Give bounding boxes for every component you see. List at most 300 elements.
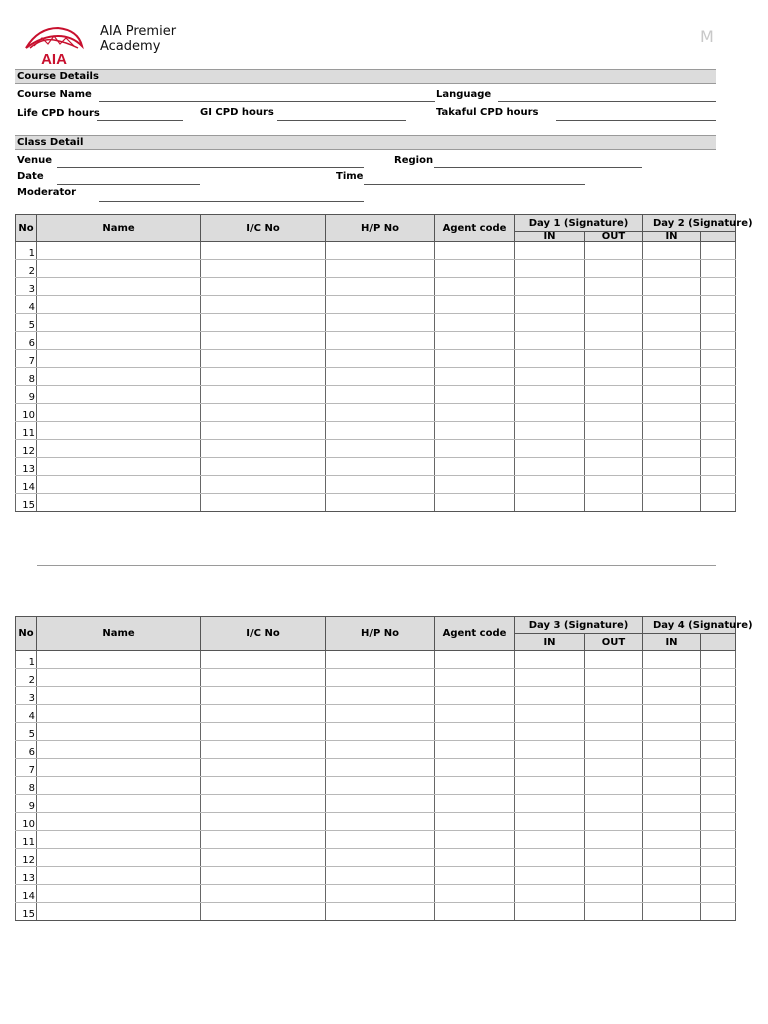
out-signature-cell[interactable] (585, 476, 643, 494)
name-cell[interactable] (37, 332, 201, 350)
time-line[interactable] (364, 184, 585, 185)
ic-no-cell[interactable] (201, 242, 326, 260)
agent-code-cell[interactable] (435, 741, 515, 759)
hp-no-cell[interactable] (326, 242, 435, 260)
ic-no-cell[interactable] (201, 777, 326, 795)
date-line[interactable] (57, 184, 200, 185)
in-signature-cell[interactable] (515, 458, 585, 476)
time-label: Time (336, 171, 364, 182)
in-signature-cell[interactable] (643, 386, 701, 404)
corner-text: M (700, 27, 714, 46)
col-day2-signature: Day 2 (Signature) (643, 215, 736, 232)
in-signature-cell[interactable] (643, 494, 701, 512)
hp-no-cell[interactable] (326, 260, 435, 278)
in-signature-cell[interactable] (515, 849, 585, 867)
agent-code-cell[interactable] (435, 242, 515, 260)
name-cell[interactable] (37, 458, 201, 476)
agent-code-cell[interactable] (435, 368, 515, 386)
agent-code-cell[interactable] (435, 651, 515, 669)
in-signature-cell[interactable] (515, 903, 585, 921)
hp-no-cell[interactable] (326, 813, 435, 831)
in-signature-cell[interactable] (515, 278, 585, 296)
row-no: 7 (16, 759, 37, 777)
ic-no-cell[interactable] (201, 669, 326, 687)
table-row (16, 422, 736, 440)
out-signature-cell[interactable] (585, 350, 643, 368)
agent-code-cell[interactable] (435, 314, 515, 332)
out-signature-cell[interactable] (701, 651, 736, 669)
hp-no-cell[interactable] (326, 386, 435, 404)
ic-no-cell[interactable] (201, 386, 326, 404)
hp-no-cell[interactable] (326, 476, 435, 494)
name-cell[interactable] (37, 687, 201, 705)
row-no: 6 (16, 332, 37, 350)
out-signature-cell[interactable] (585, 849, 643, 867)
row-no: 9 (16, 795, 37, 813)
in-signature-cell[interactable] (515, 332, 585, 350)
name-cell[interactable] (37, 386, 201, 404)
in-signature-cell[interactable] (643, 759, 701, 777)
out-signature-cell[interactable] (585, 260, 643, 278)
name-cell[interactable] (37, 795, 201, 813)
ic-no-cell[interactable] (201, 314, 326, 332)
agent-code-cell[interactable] (435, 903, 515, 921)
out-signature-cell[interactable] (701, 795, 736, 813)
col-day2-out (701, 232, 736, 242)
language-line[interactable] (498, 101, 716, 102)
hp-no-cell[interactable] (326, 669, 435, 687)
name-cell[interactable] (37, 759, 201, 777)
out-signature-cell[interactable] (585, 831, 643, 849)
in-signature-cell[interactable] (643, 260, 701, 278)
hp-no-cell[interactable] (326, 651, 435, 669)
name-cell[interactable] (37, 260, 201, 278)
in-signature-cell[interactable] (643, 741, 701, 759)
ic-no-cell[interactable] (201, 422, 326, 440)
ic-no-cell[interactable] (201, 687, 326, 705)
agent-code-cell[interactable] (435, 296, 515, 314)
life-cpd-line[interactable] (97, 120, 183, 121)
in-signature-cell[interactable] (643, 278, 701, 296)
in-signature-cell[interactable] (643, 849, 701, 867)
out-signature-cell[interactable] (585, 885, 643, 903)
in-signature-cell[interactable] (643, 813, 701, 831)
name-cell[interactable] (37, 494, 201, 512)
out-signature-cell[interactable] (585, 777, 643, 795)
row-no: 1 (16, 651, 37, 669)
out-signature-cell[interactable] (585, 903, 643, 921)
in-signature-cell[interactable] (643, 795, 701, 813)
in-signature-cell[interactable] (515, 651, 585, 669)
in-signature-cell[interactable] (643, 885, 701, 903)
name-cell[interactable] (37, 440, 201, 458)
out-signature-cell[interactable] (585, 296, 643, 314)
ic-no-cell[interactable] (201, 278, 326, 296)
out-signature-cell[interactable] (585, 278, 643, 296)
in-signature-cell[interactable] (643, 242, 701, 260)
out-signature-cell[interactable] (585, 723, 643, 741)
in-signature-cell[interactable] (515, 386, 585, 404)
out-signature-cell[interactable] (701, 903, 736, 921)
name-cell[interactable] (37, 849, 201, 867)
in-signature-cell[interactable] (643, 651, 701, 669)
agent-code-cell[interactable] (435, 723, 515, 741)
in-signature-cell[interactable] (643, 867, 701, 885)
row-no: 12 (16, 440, 37, 458)
agent-code-cell[interactable] (435, 476, 515, 494)
in-signature-cell[interactable] (515, 795, 585, 813)
ic-no-cell[interactable] (201, 476, 326, 494)
moderator-label: Moderator (17, 187, 77, 198)
language-label: Language (436, 89, 492, 100)
in-signature-cell[interactable] (643, 723, 701, 741)
col-day4-in: IN (643, 634, 701, 651)
out-signature-cell[interactable] (701, 723, 736, 741)
in-signature-cell[interactable] (515, 885, 585, 903)
out-signature-cell[interactable] (701, 687, 736, 705)
out-signature-cell[interactable] (701, 885, 736, 903)
table-row (16, 759, 736, 777)
out-signature-cell[interactable] (701, 386, 736, 404)
hp-no-cell[interactable] (326, 831, 435, 849)
in-signature-cell[interactable] (515, 476, 585, 494)
out-signature-cell[interactable] (701, 242, 736, 260)
out-signature-cell[interactable] (701, 314, 736, 332)
ic-no-cell[interactable] (201, 723, 326, 741)
ic-no-cell[interactable] (201, 795, 326, 813)
out-signature-cell[interactable] (701, 867, 736, 885)
region-line[interactable] (434, 167, 642, 168)
in-signature-cell[interactable] (643, 831, 701, 849)
brand-line1: AIA Premier (100, 24, 177, 39)
in-signature-cell[interactable] (515, 687, 585, 705)
name-cell[interactable] (37, 242, 201, 260)
row-no: 12 (16, 849, 37, 867)
agent-code-cell[interactable] (435, 404, 515, 422)
in-signature-cell[interactable] (515, 831, 585, 849)
name-cell[interactable] (37, 296, 201, 314)
row-no: 14 (16, 476, 37, 494)
gi-cpd-line[interactable] (277, 120, 406, 121)
out-signature-cell[interactable] (585, 795, 643, 813)
in-signature-cell[interactable] (515, 741, 585, 759)
name-cell[interactable] (37, 669, 201, 687)
agent-code-cell[interactable] (435, 795, 515, 813)
out-signature-cell[interactable] (585, 494, 643, 512)
in-signature-cell[interactable] (643, 350, 701, 368)
out-signature-cell[interactable] (585, 422, 643, 440)
agent-code-cell[interactable] (435, 332, 515, 350)
out-signature-cell[interactable] (585, 440, 643, 458)
name-cell[interactable] (37, 777, 201, 795)
in-signature-cell[interactable] (643, 458, 701, 476)
course-details-bar (15, 69, 716, 84)
out-signature-cell[interactable] (701, 705, 736, 723)
hp-no-cell[interactable] (326, 494, 435, 512)
hp-no-cell[interactable] (326, 368, 435, 386)
moderator-line[interactable] (99, 201, 364, 202)
hp-no-cell[interactable] (326, 422, 435, 440)
table-row (16, 831, 736, 849)
in-signature-cell[interactable] (515, 368, 585, 386)
row-no: 6 (16, 741, 37, 759)
hp-no-cell[interactable] (326, 759, 435, 777)
row-no: 2 (16, 669, 37, 687)
out-signature-cell[interactable] (701, 404, 736, 422)
out-signature-cell[interactable] (585, 759, 643, 777)
agent-code-cell[interactable] (435, 422, 515, 440)
name-cell[interactable] (37, 705, 201, 723)
out-signature-cell[interactable] (701, 476, 736, 494)
out-signature-cell[interactable] (701, 494, 736, 512)
out-signature-cell[interactable] (585, 368, 643, 386)
agent-code-cell[interactable] (435, 350, 515, 368)
agent-code-cell[interactable] (435, 705, 515, 723)
in-signature-cell[interactable] (515, 242, 585, 260)
hp-no-cell[interactable] (326, 440, 435, 458)
in-signature-cell[interactable] (515, 350, 585, 368)
col-day4-signature: Day 4 (Signature) (643, 617, 736, 634)
out-signature-cell[interactable] (585, 651, 643, 669)
in-signature-cell[interactable] (643, 368, 701, 386)
col-no: No (16, 215, 37, 242)
in-signature-cell[interactable] (643, 705, 701, 723)
hp-no-cell[interactable] (326, 332, 435, 350)
hp-no-cell[interactable] (326, 777, 435, 795)
class-detail-bar (15, 135, 716, 150)
agent-code-cell[interactable] (435, 849, 515, 867)
hp-no-cell[interactable] (326, 903, 435, 921)
row-no: 1 (16, 242, 37, 260)
hp-no-cell[interactable] (326, 885, 435, 903)
out-signature-cell[interactable] (701, 440, 736, 458)
venue-line[interactable] (57, 167, 364, 168)
in-signature-cell[interactable] (515, 705, 585, 723)
ic-no-cell[interactable] (201, 831, 326, 849)
ic-no-cell[interactable] (201, 651, 326, 669)
name-cell[interactable] (37, 867, 201, 885)
hp-no-cell[interactable] (326, 687, 435, 705)
in-signature-cell[interactable] (643, 404, 701, 422)
table-row (16, 260, 736, 278)
out-signature-cell[interactable] (701, 759, 736, 777)
out-signature-cell[interactable] (585, 332, 643, 350)
agent-code-cell[interactable] (435, 831, 515, 849)
name-cell[interactable] (37, 314, 201, 332)
out-signature-cell[interactable] (585, 741, 643, 759)
out-signature-cell[interactable] (701, 458, 736, 476)
in-signature-cell[interactable] (643, 476, 701, 494)
col-day3-out: OUT (585, 634, 643, 651)
table-row (16, 368, 736, 386)
attendance-table-day1-day2 (15, 214, 753, 512)
ic-no-cell[interactable] (201, 368, 326, 386)
name-cell[interactable] (37, 278, 201, 296)
out-signature-cell[interactable] (701, 831, 736, 849)
out-signature-cell[interactable] (701, 332, 736, 350)
in-signature-cell[interactable] (643, 669, 701, 687)
in-signature-cell[interactable] (515, 314, 585, 332)
name-cell[interactable] (37, 813, 201, 831)
table-row (16, 885, 736, 903)
takaful-cpd-line[interactable] (556, 120, 716, 121)
hp-no-cell[interactable] (326, 867, 435, 885)
in-signature-cell[interactable] (643, 687, 701, 705)
agent-code-cell[interactable] (435, 777, 515, 795)
in-signature-cell[interactable] (643, 332, 701, 350)
hp-no-cell[interactable] (326, 296, 435, 314)
ic-no-cell[interactable] (201, 458, 326, 476)
ic-no-cell[interactable] (201, 813, 326, 831)
hp-no-cell[interactable] (326, 723, 435, 741)
table-row (16, 849, 736, 867)
agent-code-cell[interactable] (435, 458, 515, 476)
out-signature-cell[interactable] (585, 687, 643, 705)
ic-no-cell[interactable] (201, 885, 326, 903)
hp-no-cell[interactable] (326, 350, 435, 368)
agent-code-cell[interactable] (435, 440, 515, 458)
agent-code-cell[interactable] (435, 260, 515, 278)
ic-no-cell[interactable] (201, 849, 326, 867)
out-signature-cell[interactable] (585, 404, 643, 422)
in-signature-cell[interactable] (643, 296, 701, 314)
agent-code-cell[interactable] (435, 386, 515, 404)
region-label: Region (394, 155, 434, 166)
table-row (16, 669, 736, 687)
agent-code-cell[interactable] (435, 687, 515, 705)
hp-no-cell[interactable] (326, 849, 435, 867)
in-signature-cell[interactable] (515, 440, 585, 458)
table-row (16, 494, 736, 512)
ic-no-cell[interactable] (201, 705, 326, 723)
out-signature-cell[interactable] (585, 867, 643, 885)
ic-no-cell[interactable] (201, 494, 326, 512)
ic-no-cell[interactable] (201, 903, 326, 921)
out-signature-cell[interactable] (701, 422, 736, 440)
out-signature-cell[interactable] (701, 260, 736, 278)
hp-no-cell[interactable] (326, 314, 435, 332)
in-signature-cell[interactable] (515, 404, 585, 422)
name-cell[interactable] (37, 422, 201, 440)
table-row (16, 813, 736, 831)
out-signature-cell[interactable] (701, 278, 736, 296)
table1-body (16, 242, 736, 512)
table-row (16, 440, 736, 458)
agent-code-cell[interactable] (435, 759, 515, 777)
ic-no-cell[interactable] (201, 867, 326, 885)
col-agent-code: Agent code (435, 215, 515, 242)
hp-no-cell[interactable] (326, 278, 435, 296)
row-no: 4 (16, 705, 37, 723)
out-signature-cell[interactable] (585, 669, 643, 687)
section-divider (37, 565, 716, 566)
in-signature-cell[interactable] (515, 723, 585, 741)
ic-no-cell[interactable] (201, 440, 326, 458)
row-no: 15 (16, 494, 37, 512)
out-signature-cell[interactable] (701, 350, 736, 368)
name-cell[interactable] (37, 368, 201, 386)
hp-no-cell[interactable] (326, 458, 435, 476)
table-row (16, 296, 736, 314)
in-signature-cell[interactable] (515, 422, 585, 440)
out-signature-cell[interactable] (701, 741, 736, 759)
venue-label: Venue (17, 155, 52, 166)
row-no: 11 (16, 831, 37, 849)
agent-code-cell[interactable] (435, 885, 515, 903)
col-day3-signature: Day 3 (Signature) (515, 617, 643, 634)
row-no: 14 (16, 885, 37, 903)
in-signature-cell[interactable] (515, 867, 585, 885)
hp-no-cell[interactable] (326, 741, 435, 759)
name-cell[interactable] (37, 350, 201, 368)
ic-no-cell[interactable] (201, 332, 326, 350)
in-signature-cell[interactable] (643, 777, 701, 795)
name-cell[interactable] (37, 404, 201, 422)
out-signature-cell[interactable] (585, 314, 643, 332)
name-cell[interactable] (37, 831, 201, 849)
hp-no-cell[interactable] (326, 404, 435, 422)
agent-code-cell[interactable] (435, 494, 515, 512)
out-signature-cell[interactable] (701, 849, 736, 867)
course-name-line[interactable] (99, 101, 435, 102)
gi-cpd-label: GI CPD hours (200, 107, 274, 118)
in-signature-cell[interactable] (515, 759, 585, 777)
in-signature-cell[interactable] (515, 813, 585, 831)
name-cell[interactable] (37, 903, 201, 921)
ic-no-cell[interactable] (201, 759, 326, 777)
in-signature-cell[interactable] (515, 260, 585, 278)
row-no: 9 (16, 386, 37, 404)
out-signature-cell[interactable] (701, 368, 736, 386)
out-signature-cell[interactable] (585, 458, 643, 476)
ic-no-cell[interactable] (201, 350, 326, 368)
in-signature-cell[interactable] (515, 296, 585, 314)
in-signature-cell[interactable] (643, 440, 701, 458)
ic-no-cell[interactable] (201, 404, 326, 422)
agent-code-cell[interactable] (435, 669, 515, 687)
hp-no-cell[interactable] (326, 795, 435, 813)
in-signature-cell[interactable] (643, 903, 701, 921)
in-signature-cell[interactable] (643, 314, 701, 332)
out-signature-cell[interactable] (585, 813, 643, 831)
out-signature-cell[interactable] (701, 669, 736, 687)
in-signature-cell[interactable] (515, 777, 585, 795)
out-signature-cell[interactable] (701, 777, 736, 795)
agent-code-cell[interactable] (435, 278, 515, 296)
out-signature-cell[interactable] (585, 386, 643, 404)
name-cell[interactable] (37, 885, 201, 903)
col-name: Name (37, 215, 201, 242)
col-ic-no: I/C No (201, 215, 326, 242)
agent-code-cell[interactable] (435, 867, 515, 885)
ic-no-cell[interactable] (201, 741, 326, 759)
in-signature-cell[interactable] (643, 422, 701, 440)
name-cell[interactable] (37, 741, 201, 759)
in-signature-cell[interactable] (515, 669, 585, 687)
ic-no-cell[interactable] (201, 260, 326, 278)
in-signature-cell[interactable] (515, 494, 585, 512)
out-signature-cell[interactable] (585, 242, 643, 260)
ic-no-cell[interactable] (201, 296, 326, 314)
agent-code-cell[interactable] (435, 813, 515, 831)
name-cell[interactable] (37, 476, 201, 494)
name-cell[interactable] (37, 723, 201, 741)
out-signature-cell[interactable] (701, 296, 736, 314)
hp-no-cell[interactable] (326, 705, 435, 723)
out-signature-cell[interactable] (585, 705, 643, 723)
name-cell[interactable] (37, 651, 201, 669)
out-signature-cell[interactable] (701, 813, 736, 831)
